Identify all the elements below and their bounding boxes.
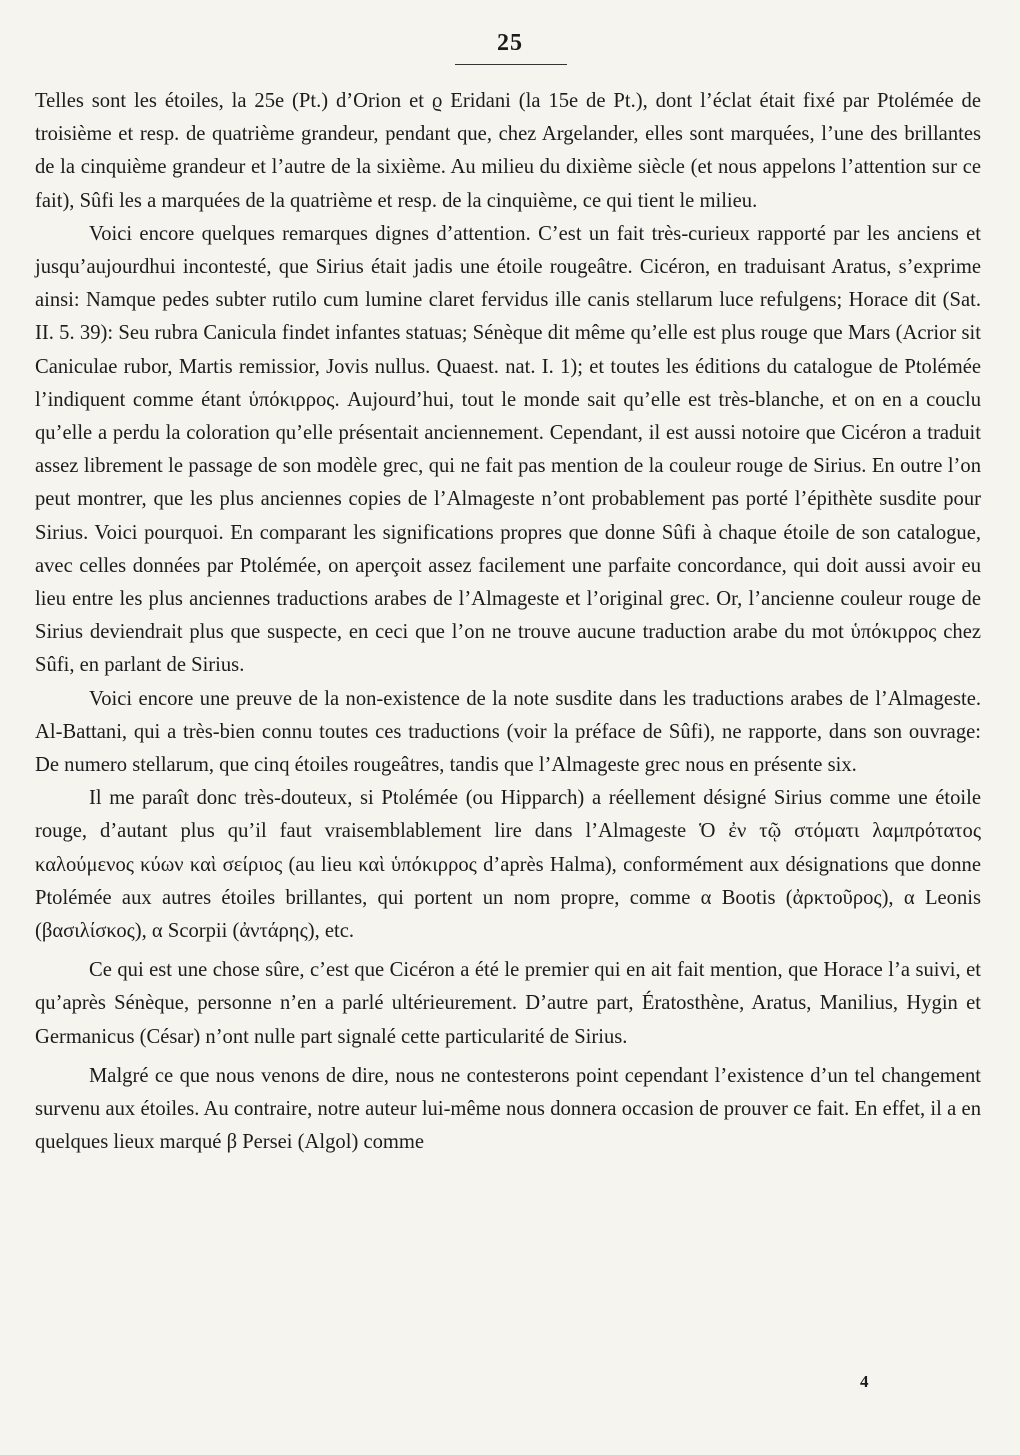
body-text [35,85,981,1160]
paragraph-1: Telles sont les étoiles, la 25e (Pt.) d’Orion et ϱ Eridani (la 15e de Pt.), dont l’éclat était fixé par Ptolémée de troisième et resp. de quatrième grandeur, pendant que, chez Argelander, elles sont marquées, l’une des brillantes de la cinquième grandeur et l’autre de la sixième. Au milieu du dixième siècle (et nous appelons l’attention sur ce fait), Sûfi les a marquées de la quatrième et resp. de la cinquième, ce qui tient le milieu. [35,90,981,212]
paragraph-4: Il me paraît donc très-douteux, si Ptolémée (ou Hipparch) a réellement désigné Sirius comme une étoile rouge, d’autant plus qu’il faut vraisemblablement lire dans l’Almageste Ὁ ἐν τῷ στόματι λαμπρότατος καλούμενος κύων καὶ σείριος (au lieu καὶ ὑπόκιρρος d’après Halma), conformément aux désignations que donne Ptolémée aux autres étoiles brillantes, qui portent un nom propre, comme α Bootis (ἀρκτοῦρος), α Leonis (βασιλίσκος), α Scorpii (ἀντάρης), etc. [35,787,981,943]
page-number: 25 [497,30,523,56]
paragraph-6: Malgré ce que nous venons de dire, nous ne contesterons point cependant l’existence d’un tel changement survenu aux étoiles. Au contraire, notre auteur lui-même nous donnera occasion de prouver ce fait. En effet, il a en quelques lieux marqué β Persei (Algol) comme [35,1064,981,1154]
header-rule [455,64,567,65]
paragraph-5: Ce qui est une chose sûre, c’est que Cicéron a été le premier qui en ait fait mention, que Horace l’a suivi, et qu’après Sénèque, personne n’en a parlé ultérieurement. D’autre part, Ératosthène, Aratus, Manilius, Hygin et Germanicus (César) n’ont nulle part signalé cette particularité de Sirius. [35,959,981,1048]
signature-mark: 4 [860,1372,869,1391]
paragraph-2: Voici encore quelques remarques dignes d’attention. C’est un fait très-curieux rapporté par les anciens et jusqu’aujourdhui incontesté, que Sirius était jadis une étoile rougeâtre. Cicéron, en traduisant Aratus, s’exprime ainsi: Namque pedes subter rutilo cum lumine claret fervidus ille canis stellarum luce refulgens; Horace dit (Sat. II. 5. 39): Seu rubra Canicula findet infantes statuas; Sénèque dit même qu’elle est plus rouge que Mars (Acrior sit Caniculae rubor, Martis remissior, Jovis nullus. Quaest. nat. I. 1); et toutes les éditions du catalogue de Ptolémée l’indiquent comme étant ὑπόκιρρος. Aujourd’hui, tout le monde sait qu’elle est très-blanche, et on en a couclu qu’elle a perdu la coloration qu’elle présentait anciennement. Cependant, il est aussi notoire que Cicéron a traduit assez librement le passage de son modèle grec, qui ne fait pas mention de la couleur rouge de Sirius. En outre l’on peut montrer, que les plus anciennes copies de l’Almageste n’ont probablement pas porté l’épithète susdite pour Sirius. Voici pourquoi. En comparant les significations propres que donne Sûfi à chaque étoile de son catalogue, avec celles données par Ptolémée, on aperçoit assez facilement une parfaite concordance, qui doit aussi avoir eu lieu entre les plus anciennes traductions arabes de l’Almageste et l’original grec. Or, l’ancienne couleur rouge de Sirius deviendrait plus que suspecte, en ceci que l’on ne trouve aucune traduction arabe du mot ὑπόκιρρος chez Sûfi, en parlant de Sirius. [35,222,981,677]
paragraph-3: Voici encore une preuve de la non-existence de la note susdite dans les traductions arabes de l’Almageste. Al-Battani, qui a très-bien connu toutes ces traductions (voir la préface de Sûfi), ne rapporte, dans son ouvrage: De numero stellarum, que cinq étoiles rougeâtres, tandis que l’Almageste grec nous en présente six. [35,687,981,777]
